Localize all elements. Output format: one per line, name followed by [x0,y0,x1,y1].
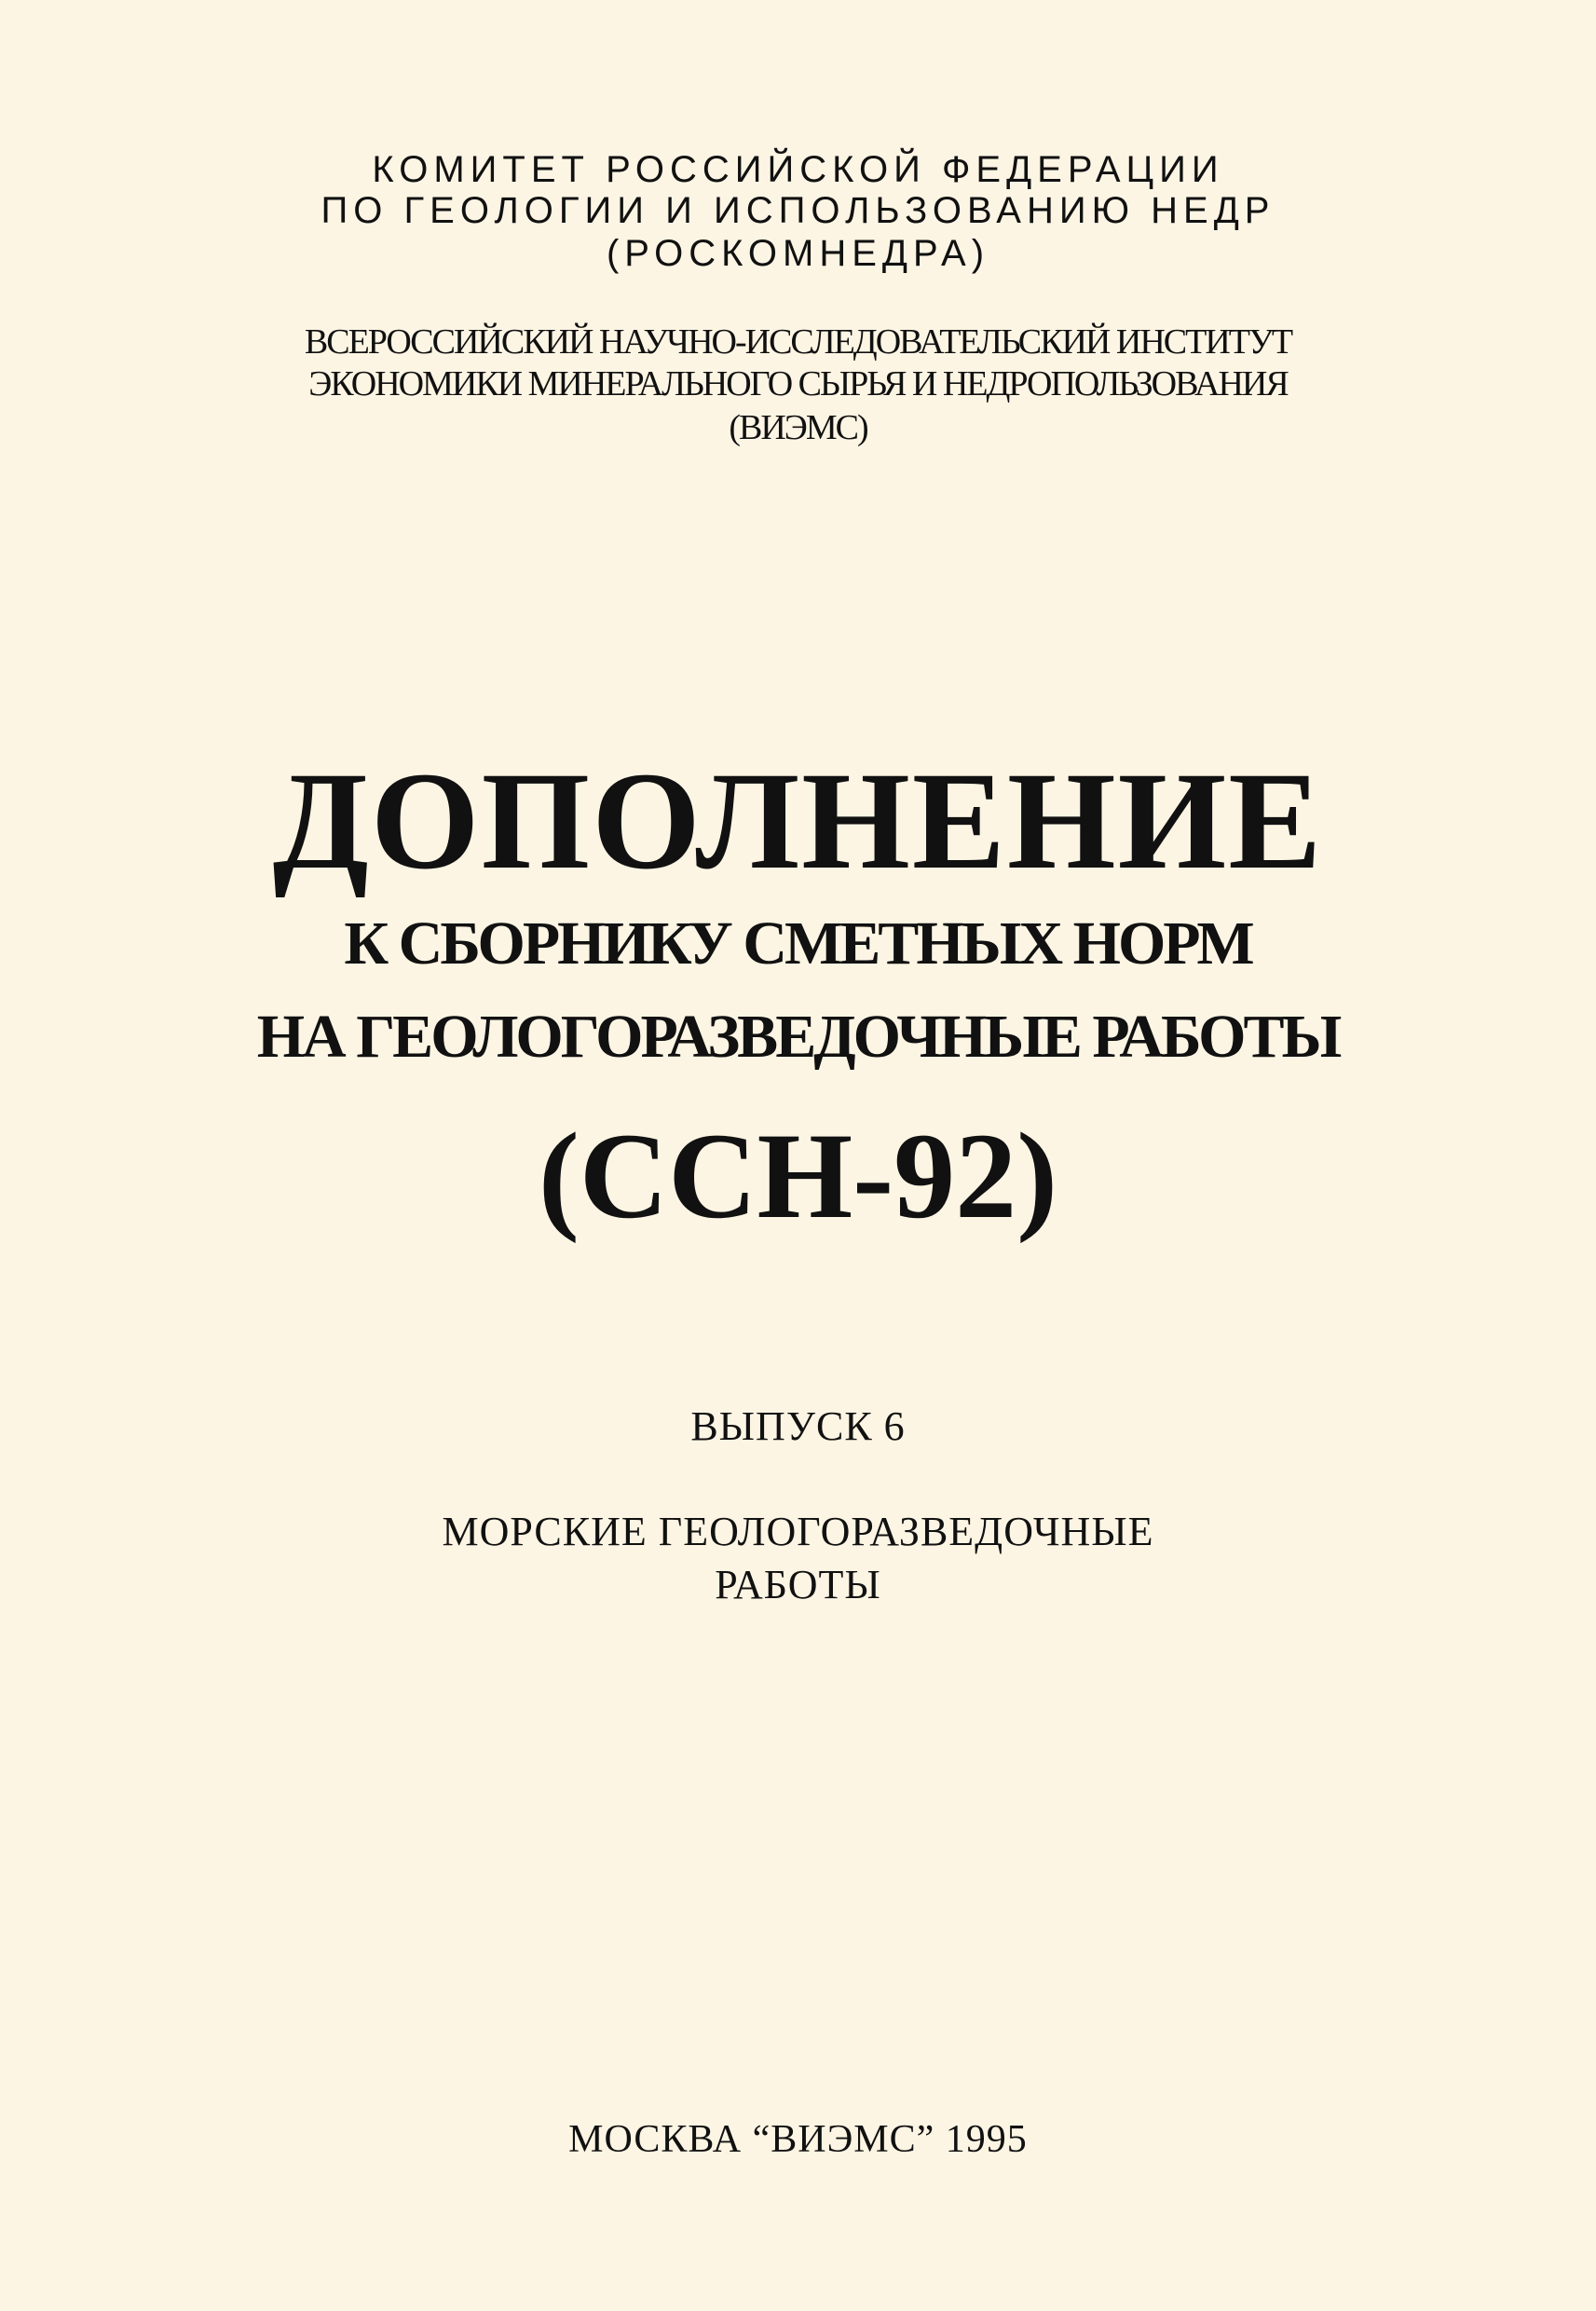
institute-name-line-1: ВСЕРОССИЙСКИЙ НАУЧНО-ИССЛЕДОВАТЕЛЬСКИЙ ИНСТИТУТ [304,322,1292,362]
institute-abbreviation: (ВИЭМС) [729,408,867,447]
issue-topic-line-2: РАБОТЫ [715,1562,881,1607]
document-subtitle-line-2: НА ГЕОЛОГОРАЗВЕДОЧНЫЕ РАБОТЫ [256,1003,1340,1071]
document-code: (ССН-92) [538,1107,1058,1244]
committee-name-line-1: КОМИТЕТ РОССИЙСКОЙ ФЕДЕРАЦИИ [372,149,1224,190]
issue-topic-line-1: МОРСКИЕ ГЕОЛОГОРАЗВЕДОЧНЫЕ [442,1509,1154,1554]
committee-name-line-2: ПО ГЕОЛОГИИ И ИСПОЛЬЗОВАНИЮ НЕДР [321,190,1275,231]
institute-name-line-2: ЭКОНОМИКИ МИНЕРАЛЬНОГО СЫРЬЯ И НЕДРОПОЛЬЗОВАНИЯ [308,364,1288,403]
committee-abbreviation: (РОСКОМНЕДРА) [606,233,990,274]
publication-imprint: МОСКВА “ВИЭМС” 1995 [568,2118,1028,2161]
document-title: ДОПОЛНЕНИЕ [272,744,1324,898]
issue-number: ВЫПУСК 6 [690,1403,906,1449]
document-subtitle-line-1: К СБОРНИКУ СМЕТНЫХ НОРМ [344,909,1252,978]
